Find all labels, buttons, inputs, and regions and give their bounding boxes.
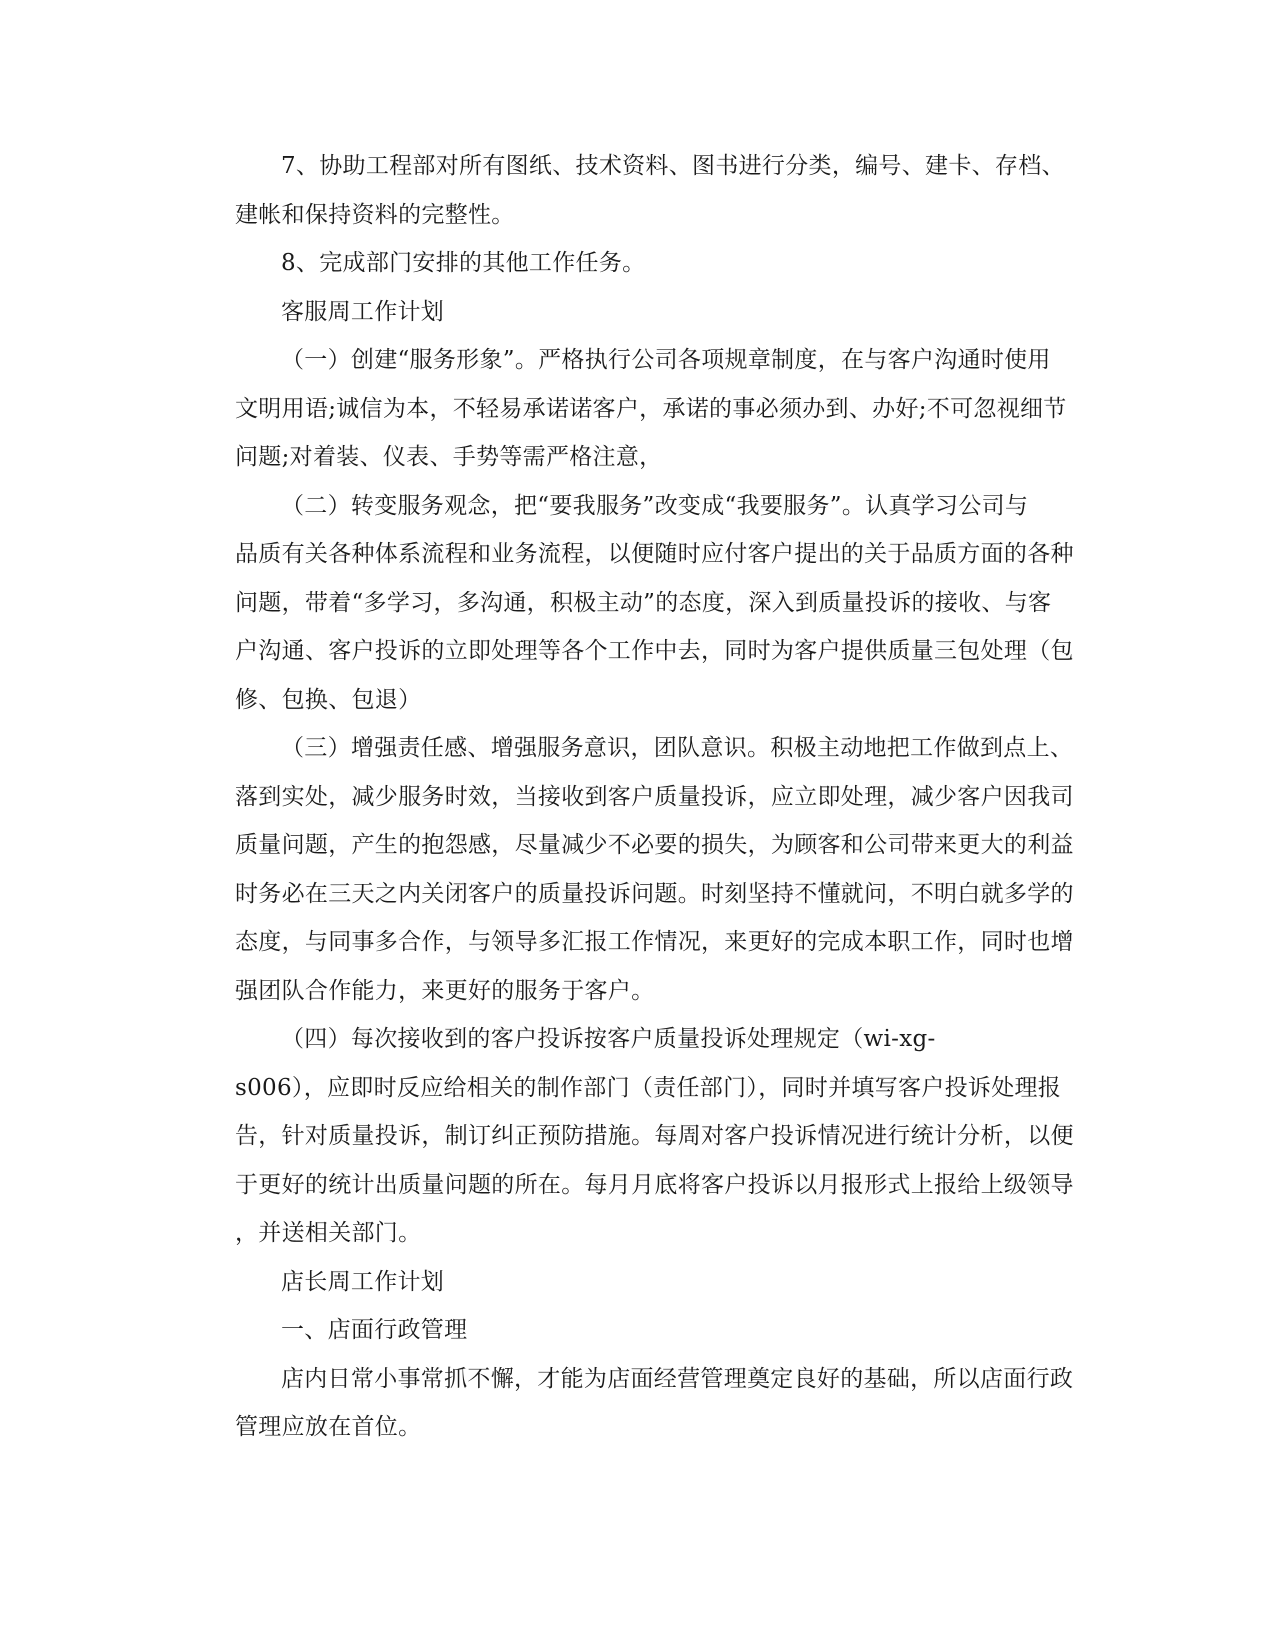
text-line: 落到实处，减少服务时效，当接收到客户质量投诉，应立即处理，减少客户因我司	[235, 783, 1074, 810]
text-line: 店内日常小事常抓不懈，才能为店面经营管理奠定良好的基础，所以店面行政	[281, 1365, 1074, 1392]
text-line: 品质有关各种体系流程和业务流程，以便随时应付客户提出的关于品质方面的各种	[235, 541, 1074, 567]
text-line: s006），应即时反应给相关的制作部门（责任部门），同时并填写客户投诉处理报	[235, 1074, 1062, 1101]
text-line: 修、包换、包退）	[235, 686, 422, 713]
text-line: 时务必在三天之内关闭客户的质量投诉问题。时刻坚持不懂就问，不明白就多学的	[235, 880, 1074, 907]
text-line: 于更好的统计出质量问题的所在。每月月底将客户投诉以月报形式上报给上级领导	[235, 1171, 1074, 1198]
text-line: 告，针对质量投诉，制订纠正预防措施。每周对客户投诉情况进行统计分析，以便	[235, 1123, 1074, 1149]
text-line: 7、协助工程部对所有图纸、技术资料、图书进行分类，编号、建卡、存档、	[281, 153, 1065, 179]
document-body	[189, 142, 1084, 1452]
heading-text: 店长周工作计划	[281, 1268, 445, 1295]
text-line: 态度，与同事多合作，与领导多汇报工作情况，来更好的完成本职工作，同时也增	[235, 929, 1074, 955]
text-line: 问题，带着“多学习，多沟通，积极主动”的态度，深入到质量投诉的接收、与客	[235, 589, 1052, 616]
paragraph-service-image	[189, 336, 1084, 482]
text-line: （四）每次接收到的客户投诉按客户质量投诉处理规定（wi-xg-	[281, 1026, 936, 1052]
paragraph-store-admin	[189, 1355, 1084, 1452]
paragraph-responsibility	[189, 724, 1084, 1015]
text-line: 质量问题，产生的抱怨感，尽量减少不必要的损失，为顾客和公司带来更大的利益	[235, 832, 1074, 858]
text-line: （三）增强责任感、增强服务意识，团队意识。积极主动地把工作做到点上、	[281, 735, 1074, 761]
text-line: 强团队合作能力，来更好的服务于客户。	[235, 977, 655, 1004]
paragraph-item-7	[189, 142, 1084, 239]
section-heading-store-manager	[189, 1258, 1084, 1307]
paragraph-service-concept	[189, 482, 1084, 725]
paragraph-complaint-handling	[189, 1015, 1084, 1258]
subheading-store-admin	[189, 1306, 1084, 1355]
text-line: 8、完成部门安排的其他工作任务。	[281, 250, 646, 276]
heading-text: 客服周工作计划	[281, 298, 445, 325]
paragraph-item-8	[189, 239, 1084, 288]
text-line: ，并送相关部门。	[235, 1220, 422, 1246]
text-line: （二）转变服务观念，把“要我服务”改变成“我要服务”。认真学习公司与	[281, 492, 1029, 519]
text-line: （一）创建“服务形象”。严格执行公司各项规章制度，在与客户沟通时使用	[281, 347, 1051, 373]
text-line: 问题;对着装、仪表、手势等需严格注意，	[235, 444, 663, 470]
section-heading-customer-service	[189, 288, 1084, 337]
subheading-text: 一、店面行政管理	[281, 1317, 468, 1343]
text-line: 户沟通、客户投诉的立即处理等各个工作中去，同时为客户提供质量三包处理（包	[235, 638, 1074, 664]
text-line: 建帐和保持资料的完整性。	[235, 201, 515, 228]
text-line: 文明用语;诚信为本，不轻易承诺诺客户，承诺的事必须办到、办好;不可忽视细节	[235, 395, 1067, 422]
text-line: 管理应放在首位。	[235, 1414, 422, 1440]
